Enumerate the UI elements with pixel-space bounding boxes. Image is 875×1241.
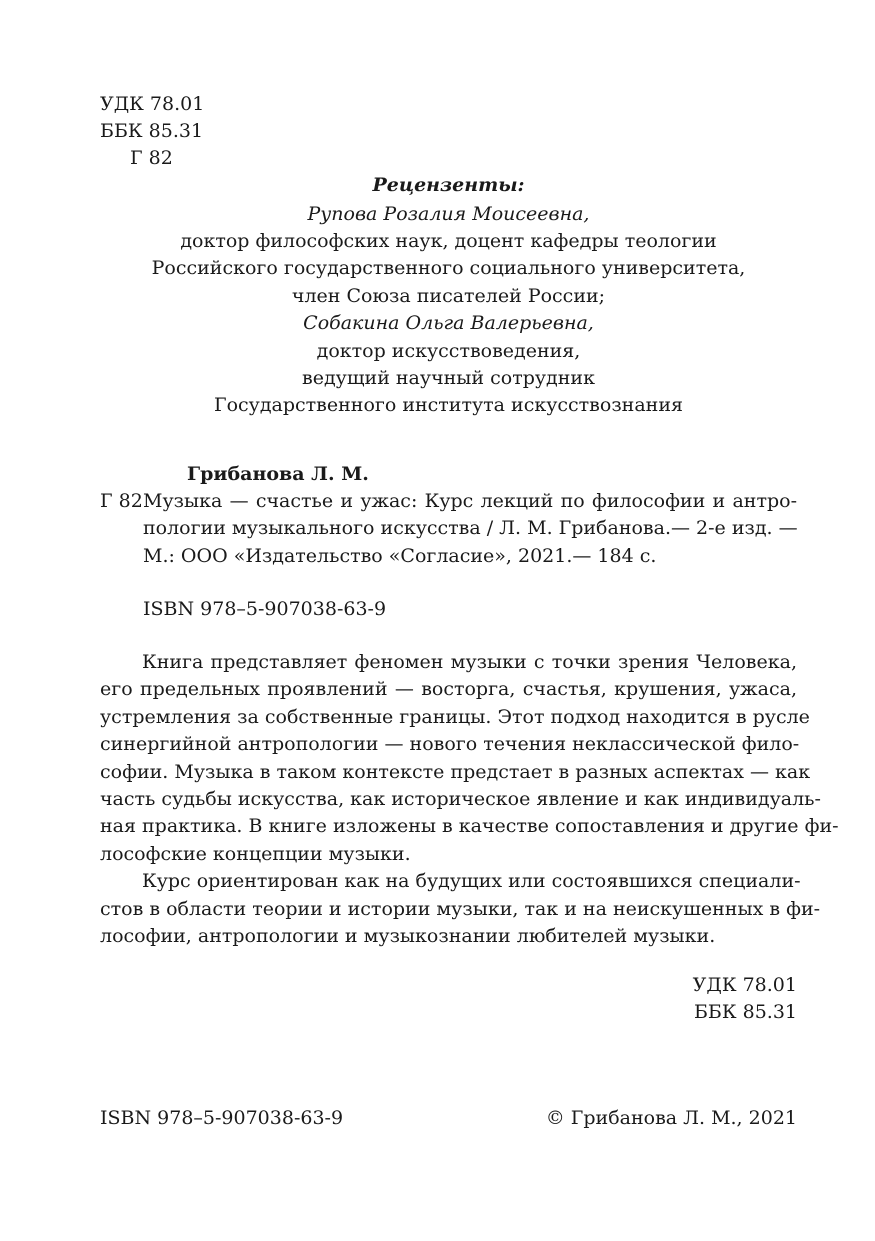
- annotation-line: ная практика. В книге изложены в качестве сопоставления и другие фи-: [100, 815, 839, 838]
- reviewer-detail: доктор философских наук, доцент кафедры теологии: [180, 229, 717, 252]
- copyright: © Грибанова Л. М., 2021: [545, 1107, 797, 1129]
- bib-sign: Г 82: [100, 490, 143, 512]
- bottom-udk: УДК 78.01: [692, 974, 797, 996]
- reviewers-heading: Рецензенты:: [372, 174, 525, 196]
- annotation-line: лософии, антропологии и музыкознании любителей музыки.: [100, 924, 716, 947]
- reviewer-detail: Российского государственного социального университета,: [151, 257, 746, 280]
- annotation-line: его предельных проявлений — восторга, счастья, крушения, ужаса,: [100, 678, 797, 701]
- bottom-bbk: ББК 85.31: [693, 1001, 797, 1023]
- bib-description: [143, 488, 797, 570]
- annotation-line: Курс ориентирован как на будущих или состоявшихся специали-: [142, 870, 801, 893]
- bib-line: пологии музыкального искусства / Л. М. Грибанова.— 2-е изд. —: [143, 517, 798, 540]
- udk-code: УДК 78.01: [100, 93, 205, 115]
- annotation-line: стов в области теории и истории музыки, так и на неискушенных в фи-: [100, 897, 821, 920]
- annotation-line: устремления за собственные границы. Этот подход находится в русле: [100, 705, 810, 728]
- isbn-text: ISBN 978–5-907038-63-9: [143, 598, 387, 620]
- author-sign: Г 82: [130, 147, 173, 169]
- bib-line: Музыка — счастье и ужас: Курс лекций по философии и антро-: [143, 490, 797, 512]
- reviewer-detail: доктор искусствоведения,: [316, 339, 581, 362]
- bbk-code: ББК 85.31: [100, 120, 204, 142]
- annotation: [100, 649, 839, 950]
- reviewer-detail: Государственного института искусствознания: [214, 394, 683, 417]
- annotation-line: Книга представляет феномен музыки с точки зрения Человека,: [142, 651, 797, 673]
- annotation-line: синергийной антропологии — нового течения неклассической фило-: [100, 733, 800, 756]
- bib-line: М.: ООО «Издательство «Согласие», 2021.— 184 с.: [143, 544, 657, 567]
- annotation-line: лософские концепции музыки.: [100, 842, 411, 865]
- annotation-line: часть судьбы искусства, как историческое явление и как индивидуаль-: [100, 787, 821, 810]
- annotation-line: софии. Музыка в таком контексте предстает в разных аспектах — как: [100, 760, 811, 783]
- footer-isbn: ISBN 978–5-907038-63-9: [100, 1107, 344, 1129]
- reviewer-detail: член Союза писателей России;: [291, 284, 606, 307]
- reviewer-name: Рупова Розалия Моисеевна,: [307, 202, 590, 225]
- reviewer-name: Собакина Ольга Валерьевна,: [303, 312, 594, 335]
- book-author: Грибанова Л. М.: [187, 463, 369, 485]
- reviewer-detail: ведущий научный сотрудник: [302, 366, 595, 389]
